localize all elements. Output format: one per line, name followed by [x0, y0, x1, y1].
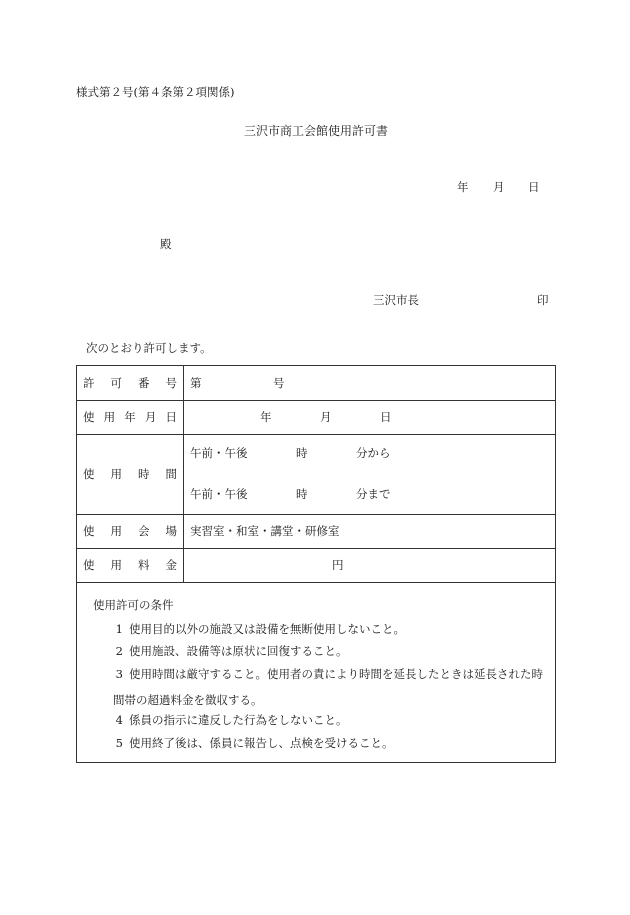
document-title: 三沢市商工会館使用許可書: [244, 124, 389, 138]
condition-item: [93, 667, 548, 707]
permit-no-suffix: 号: [273, 376, 285, 390]
label-char: 料: [138, 558, 150, 572]
issuer-name: 三沢市長: [373, 293, 419, 307]
label-char: 日: [165, 410, 177, 424]
date-month-label: 月: [493, 180, 505, 194]
condition-text: 使用目的以外の施設又は設備を無断使用しないこと。: [129, 622, 405, 636]
condition-item: [93, 622, 548, 636]
start-ampm: 午前・午後: [190, 446, 248, 460]
label-char: 許: [83, 376, 95, 390]
column-divider: [183, 366, 184, 582]
label-char: 用: [110, 558, 122, 572]
addressee-suffix: 殿: [160, 237, 172, 251]
row-divider: [77, 514, 555, 515]
row-divider: [77, 548, 555, 549]
condition-number: 1: [115, 622, 123, 636]
use-date-year: 年: [260, 410, 272, 424]
label-char: 使: [83, 410, 95, 424]
label-char: 年: [124, 410, 136, 424]
fee-unit: 円: [332, 558, 344, 572]
label-char: 用: [110, 467, 122, 481]
condition-text: 使用時間は厳守すること。使用者の責により時間を延長したときは延長された時: [129, 667, 543, 681]
label-char: 間: [165, 467, 177, 481]
date-day-label: 日: [528, 180, 540, 194]
intro-text: 次のとおり許可します。: [86, 341, 212, 355]
seal-mark: 印: [537, 293, 549, 307]
permit-no-label: [83, 376, 177, 390]
end-ampm: 午前・午後: [190, 487, 248, 501]
use-date-label: [83, 410, 177, 424]
venue-label: [83, 524, 177, 538]
condition-item: [93, 736, 548, 750]
use-date-month: 月: [320, 410, 332, 424]
permit-table: [76, 365, 556, 763]
condition-item: [93, 713, 548, 727]
permit-no-prefix: 第: [190, 376, 202, 390]
row-divider: [77, 434, 555, 435]
condition-text: 使用終了後は、係員に報告し、点検を受けること。: [129, 736, 394, 750]
condition-text: 係員の指示に違反した行為をしないこと。: [129, 713, 348, 727]
row-divider: [77, 582, 555, 583]
label-char: 番: [138, 376, 150, 390]
row-divider: [77, 400, 555, 401]
label-char: 場: [165, 524, 177, 538]
condition-number: 2: [115, 644, 123, 658]
label-char: 可: [110, 376, 122, 390]
use-date-day: 日: [380, 410, 392, 424]
label-char: 会: [138, 524, 150, 538]
label-char: 月: [144, 410, 157, 424]
date-year-label: 年: [457, 180, 469, 194]
end-minute: 分まで: [356, 487, 391, 501]
label-char: 号: [165, 376, 177, 390]
condition-number: 3: [115, 667, 123, 681]
label-char: 金: [165, 558, 177, 572]
start-hour: 時: [296, 446, 308, 460]
end-hour: 時: [296, 487, 308, 501]
conditions-title: 使用許可の条件: [93, 598, 174, 612]
use-time-label: [83, 467, 177, 481]
fee-label: [83, 558, 177, 572]
condition-item: [93, 644, 548, 658]
condition-text-continued: 間帯の超過料金を徴収する。: [113, 693, 263, 707]
label-char: 使: [83, 467, 95, 481]
venue-options: 実習室・和室・講堂・研修室: [190, 524, 340, 538]
start-minute: 分から: [356, 446, 391, 460]
condition-number: 4: [115, 713, 123, 727]
condition-text: 使用施設、設備等は原状に回復すること。: [129, 644, 348, 658]
label-char: 使: [83, 524, 95, 538]
label-char: 使: [83, 558, 95, 572]
condition-number: 5: [115, 736, 123, 750]
label-char: 用: [103, 410, 116, 424]
label-char: 用: [110, 524, 122, 538]
label-char: 時: [138, 467, 150, 481]
form-number: 様式第２号(第４条第２項関係): [76, 85, 235, 99]
